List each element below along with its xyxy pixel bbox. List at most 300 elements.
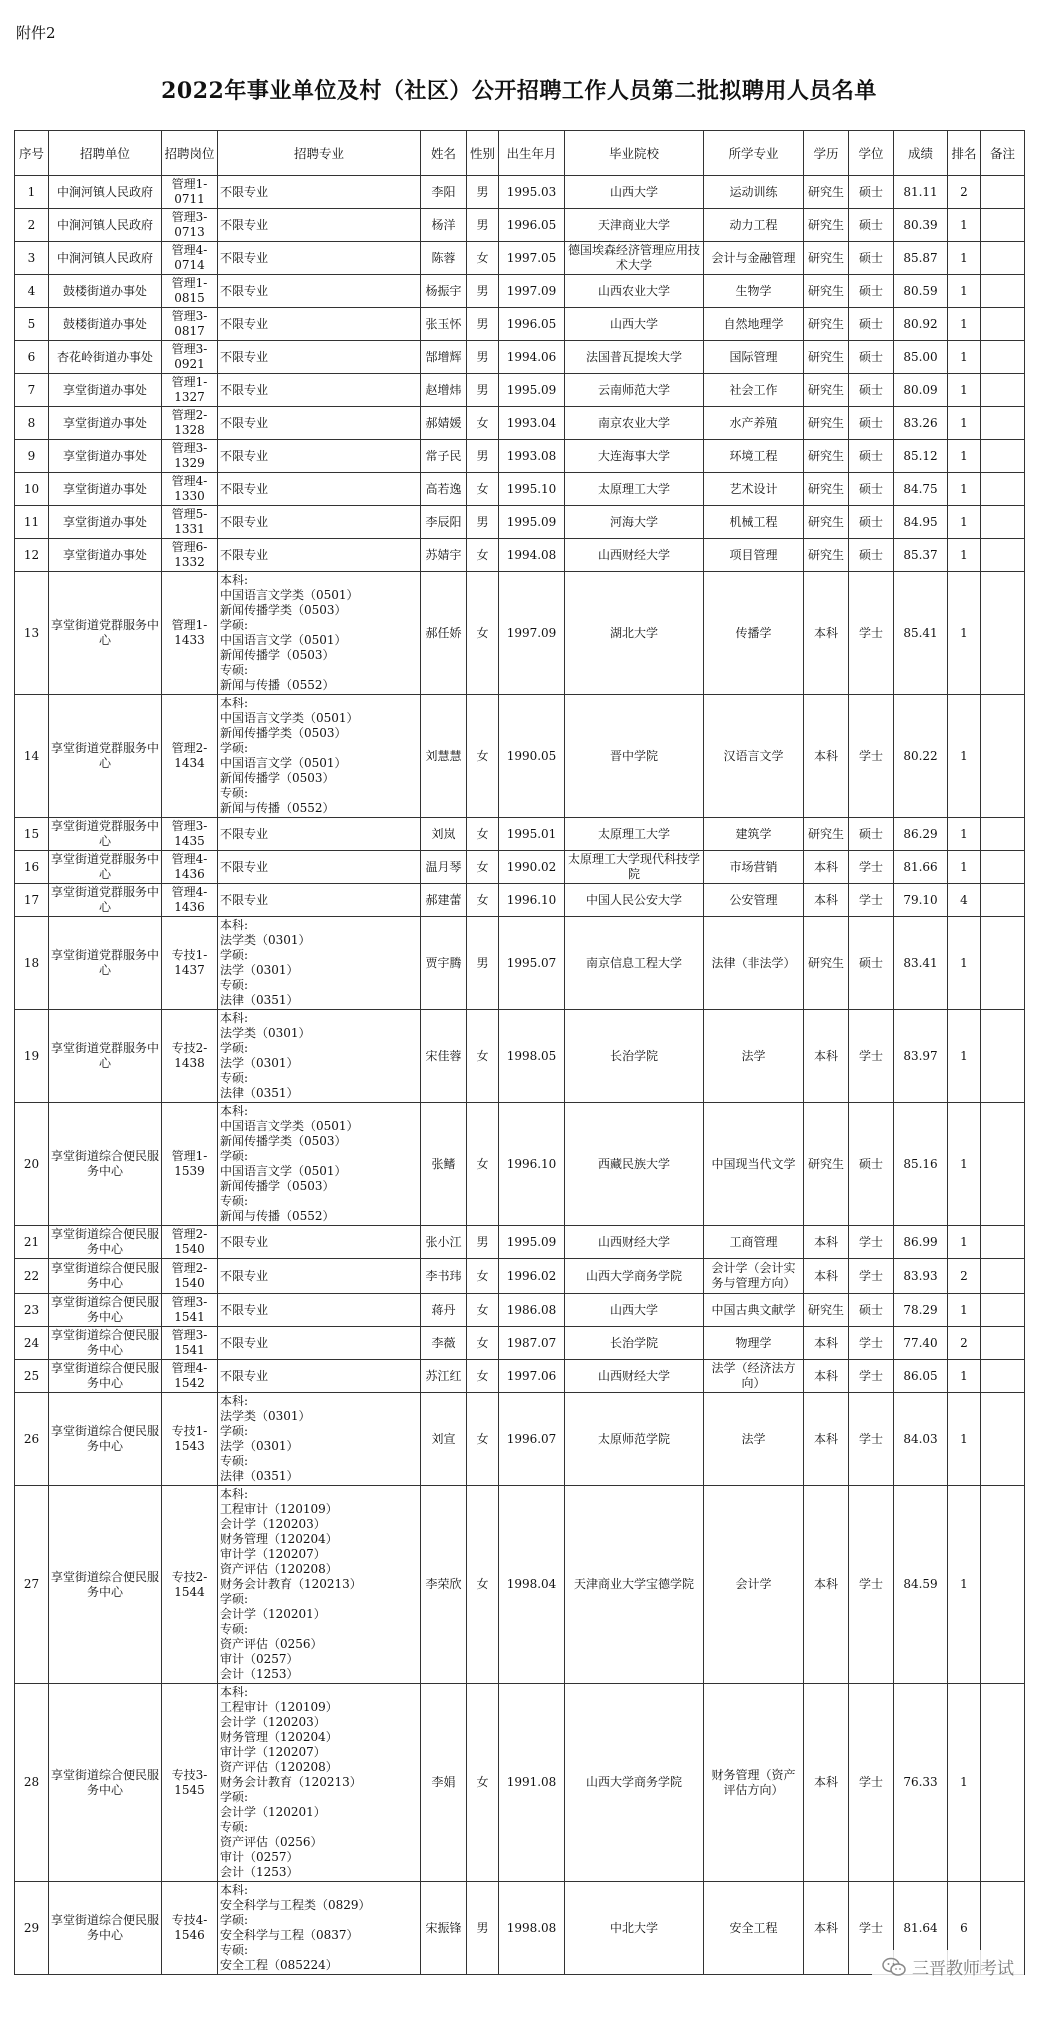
cell-gender: 男	[467, 374, 499, 407]
cell-edu: 本科	[804, 1226, 849, 1259]
major-line: 资产评估（0256）	[220, 1637, 323, 1651]
cell-field: 自然地理学	[704, 308, 804, 341]
table-body	[15, 176, 1025, 1975]
cell-edu: 研究生	[804, 176, 849, 209]
cell-birth: 1995.09	[499, 1226, 565, 1259]
cell-rank: 1	[948, 1360, 981, 1393]
cell-major	[218, 539, 421, 572]
cell-gender: 男	[467, 1226, 499, 1259]
cell-score: 86.05	[894, 1360, 948, 1393]
cell-major	[218, 473, 421, 506]
cell-rank: 1	[948, 407, 981, 440]
cell-school: 山西财经大学	[565, 1360, 704, 1393]
cell-degree: 硕士	[849, 308, 894, 341]
major-line: 学硕:	[220, 948, 249, 962]
cell-post: 管理2-1540	[162, 1226, 218, 1259]
cell-no: 14	[15, 695, 49, 818]
cell-unit: 杏花岭街道办事处	[49, 341, 162, 374]
cell-name: 苏婧宇	[421, 539, 467, 572]
cell-unit: 中涧河镇人民政府	[49, 242, 162, 275]
cell-note	[981, 1393, 1025, 1486]
cell-name: 郜增辉	[421, 341, 467, 374]
cell-rank: 1	[948, 572, 981, 695]
cell-field: 会计与金融管理	[704, 242, 804, 275]
cell-degree: 学士	[849, 1393, 894, 1486]
cell-school: 河海大学	[565, 506, 704, 539]
cell-score: 81.11	[894, 176, 948, 209]
cell-unit: 享堂街道综合便民服务中心	[49, 1103, 162, 1226]
cell-note	[981, 818, 1025, 851]
cell-birth: 1986.08	[499, 1294, 565, 1327]
cell-unit: 享堂街道党群服务中心	[49, 818, 162, 851]
major-line: 安全工程（085224）	[220, 1958, 338, 1972]
cell-edu: 研究生	[804, 341, 849, 374]
cell-gender: 男	[467, 308, 499, 341]
cell-score: 84.59	[894, 1486, 948, 1684]
cell-school: 山西大学	[565, 1294, 704, 1327]
cell-note	[981, 1684, 1025, 1882]
cell-gender: 女	[467, 851, 499, 884]
cell-note	[981, 1226, 1025, 1259]
cell-post: 管理4-0714	[162, 242, 218, 275]
table-row	[15, 176, 1025, 209]
cell-score: 81.66	[894, 851, 948, 884]
cell-school: 中国人民公安大学	[565, 884, 704, 917]
cell-score: 76.33	[894, 1684, 948, 1882]
page-title: 2022年事业单位及村（社区）公开招聘工作人员第二批拟聘用人员名单	[161, 78, 877, 104]
cell-birth: 1997.05	[499, 242, 565, 275]
cell-rank: 1	[948, 1393, 981, 1486]
cell-field: 法学（经济法方向）	[704, 1360, 804, 1393]
cell-no: 6	[15, 341, 49, 374]
cell-rank: 1	[948, 917, 981, 1010]
cell-note	[981, 1259, 1025, 1294]
cell-score: 85.12	[894, 440, 948, 473]
cell-gender: 女	[467, 473, 499, 506]
cell-edu: 本科	[804, 1486, 849, 1684]
cell-post: 管理5-1331	[162, 506, 218, 539]
major-line: 会计学（120201）	[220, 1607, 326, 1621]
cell-score: 86.99	[894, 1226, 948, 1259]
cell-no: 23	[15, 1294, 49, 1327]
cell-major	[218, 1327, 421, 1360]
cell-degree: 学士	[849, 695, 894, 818]
cell-major	[218, 1226, 421, 1259]
cell-name: 杨振宇	[421, 275, 467, 308]
table-header-row	[15, 131, 1025, 176]
cell-post: 管理1-1539	[162, 1103, 218, 1226]
cell-field: 建筑学	[704, 818, 804, 851]
cell-note	[981, 1486, 1025, 1684]
cell-post: 管理3-0713	[162, 209, 218, 242]
major-line: 专硕:	[220, 1454, 249, 1468]
major-line: 中国语言文学（0501）	[220, 756, 347, 770]
cell-field: 动力工程	[704, 209, 804, 242]
cell-score: 85.37	[894, 539, 948, 572]
cell-birth: 1993.08	[499, 440, 565, 473]
cell-school: 南京农业大学	[565, 407, 704, 440]
cell-birth: 1998.08	[499, 1882, 565, 1975]
cell-degree: 硕士	[849, 176, 894, 209]
cell-edu: 本科	[804, 851, 849, 884]
header-major: 招聘专业	[218, 131, 421, 176]
cell-school: 长治学院	[565, 1327, 704, 1360]
cell-name: 李阳	[421, 176, 467, 209]
cell-unit: 享堂街道综合便民服务中心	[49, 1486, 162, 1684]
major-line: 不限专业	[220, 826, 269, 841]
cell-no: 13	[15, 572, 49, 695]
cell-birth: 1995.01	[499, 818, 565, 851]
cell-unit: 享堂街道综合便民服务中心	[49, 1684, 162, 1882]
major-line: 中国语言文学类（0501）	[220, 588, 359, 602]
major-line: 不限专业	[220, 892, 269, 907]
cell-unit: 享堂街道综合便民服务中心	[49, 1393, 162, 1486]
applicant-table	[14, 130, 1025, 1975]
cell-name: 李薇	[421, 1327, 467, 1360]
cell-post: 管理1-0711	[162, 176, 218, 209]
cell-note	[981, 917, 1025, 1010]
cell-name: 刘岚	[421, 818, 467, 851]
cell-post: 管理6-1332	[162, 539, 218, 572]
cell-score: 85.41	[894, 572, 948, 695]
cell-gender: 女	[467, 1360, 499, 1393]
cell-name: 蒋丹	[421, 1294, 467, 1327]
cell-score: 83.41	[894, 917, 948, 1010]
cell-post: 管理3-1541	[162, 1294, 218, 1327]
cell-no: 7	[15, 374, 49, 407]
cell-major	[218, 440, 421, 473]
cell-field: 艺术设计	[704, 473, 804, 506]
cell-degree: 硕士	[849, 440, 894, 473]
cell-unit: 享堂街道综合便民服务中心	[49, 1259, 162, 1294]
cell-post: 管理2-1540	[162, 1259, 218, 1294]
cell-post: 管理2-1434	[162, 695, 218, 818]
cell-rank: 2	[948, 176, 981, 209]
cell-field: 市场营销	[704, 851, 804, 884]
major-line: 专硕:	[220, 1943, 249, 1957]
major-line: 工程审计（120109）	[220, 1502, 338, 1516]
cell-score: 83.97	[894, 1010, 948, 1103]
cell-note	[981, 1103, 1025, 1226]
major-line: 法学类（0301）	[220, 1026, 311, 1040]
table-row	[15, 473, 1025, 506]
major-line: 专硕:	[220, 786, 249, 800]
cell-field: 公安管理	[704, 884, 804, 917]
cell-birth: 1994.08	[499, 539, 565, 572]
cell-no: 25	[15, 1360, 49, 1393]
major-line: 不限专业	[220, 1234, 269, 1249]
major-line: 不限专业	[220, 481, 269, 496]
major-line: 不限专业	[220, 1302, 269, 1317]
major-line: 中国语言文学类（0501）	[220, 711, 359, 725]
cell-field: 法律（非法学）	[704, 917, 804, 1010]
major-line: 安全科学与工程（0837）	[220, 1928, 359, 1942]
cell-post: 专技2-1544	[162, 1486, 218, 1684]
cell-birth: 1991.08	[499, 1684, 565, 1882]
major-line: 学硕:	[220, 1041, 249, 1055]
cell-rank: 1	[948, 818, 981, 851]
cell-no: 16	[15, 851, 49, 884]
cell-birth: 1995.09	[499, 374, 565, 407]
cell-unit: 享堂街道办事处	[49, 473, 162, 506]
cell-major	[218, 884, 421, 917]
cell-post: 专技2-1438	[162, 1010, 218, 1103]
cell-birth: 1987.07	[499, 1327, 565, 1360]
cell-name: 李荣欣	[421, 1486, 467, 1684]
cell-unit: 享堂街道综合便民服务中心	[49, 1327, 162, 1360]
major-line: 法律（0351）	[220, 1469, 299, 1483]
cell-field: 中国古典文献学	[704, 1294, 804, 1327]
cell-note	[981, 884, 1025, 917]
cell-no: 4	[15, 275, 49, 308]
cell-unit: 享堂街道综合便民服务中心	[49, 1882, 162, 1975]
cell-unit: 中涧河镇人民政府	[49, 176, 162, 209]
major-line: 新闻传播学类（0503）	[220, 726, 347, 740]
cell-score: 84.75	[894, 473, 948, 506]
major-line: 法学（0301）	[220, 963, 299, 977]
major-line: 不限专业	[220, 415, 269, 430]
cell-rank: 1	[948, 275, 981, 308]
cell-no: 3	[15, 242, 49, 275]
cell-major	[218, 818, 421, 851]
major-line: 会计学（120203）	[220, 1715, 326, 1729]
cell-school: 湖北大学	[565, 572, 704, 695]
cell-major	[218, 1010, 421, 1103]
cell-gender: 男	[467, 176, 499, 209]
cell-edu: 研究生	[804, 917, 849, 1010]
cell-degree: 硕士	[849, 407, 894, 440]
major-line: 新闻传播学（0503）	[220, 648, 335, 662]
cell-gender: 女	[467, 539, 499, 572]
cell-school: 太原理工大学现代科技学院	[565, 851, 704, 884]
cell-degree: 硕士	[849, 341, 894, 374]
cell-birth: 1997.06	[499, 1360, 565, 1393]
watermark	[872, 1950, 1024, 1983]
cell-name: 郝任娇	[421, 572, 467, 695]
cell-score: 84.95	[894, 506, 948, 539]
table-row	[15, 506, 1025, 539]
major-line: 财务管理（120204）	[220, 1532, 338, 1546]
cell-score: 78.29	[894, 1294, 948, 1327]
cell-note	[981, 1294, 1025, 1327]
cell-degree: 学士	[849, 1327, 894, 1360]
cell-no: 12	[15, 539, 49, 572]
cell-rank: 1	[948, 1226, 981, 1259]
cell-no: 29	[15, 1882, 49, 1975]
cell-school: 太原师范学院	[565, 1393, 704, 1486]
cell-post: 管理1-0815	[162, 275, 218, 308]
header-no: 序号	[15, 131, 49, 176]
major-line: 不限专业	[220, 1335, 269, 1350]
major-line: 财务会计教育（120213）	[220, 1577, 362, 1591]
cell-degree: 硕士	[849, 242, 894, 275]
cell-field: 项目管理	[704, 539, 804, 572]
cell-field: 安全工程	[704, 1882, 804, 1975]
major-line: 本科:	[220, 1394, 249, 1408]
cell-note	[981, 275, 1025, 308]
cell-school: 山西农业大学	[565, 275, 704, 308]
major-line: 学硕:	[220, 618, 249, 632]
major-line: 新闻传播学类（0503）	[220, 1134, 347, 1148]
cell-field: 法学	[704, 1010, 804, 1103]
cell-major	[218, 275, 421, 308]
major-line: 新闻传播学类（0503）	[220, 603, 347, 617]
cell-school: 山西大学	[565, 176, 704, 209]
cell-edu: 研究生	[804, 242, 849, 275]
cell-birth: 1998.04	[499, 1486, 565, 1684]
cell-edu: 研究生	[804, 539, 849, 572]
cell-score: 79.10	[894, 884, 948, 917]
cell-major	[218, 1393, 421, 1486]
cell-note	[981, 209, 1025, 242]
major-line: 不限专业	[220, 382, 269, 397]
cell-school: 法国普瓦提埃大学	[565, 341, 704, 374]
cell-edu: 本科	[804, 1684, 849, 1882]
major-line: 资产评估（120208）	[220, 1562, 338, 1576]
cell-unit: 鼓楼街道办事处	[49, 308, 162, 341]
major-line: 学硕:	[220, 1592, 249, 1606]
cell-note	[981, 695, 1025, 818]
header-note: 备注	[981, 131, 1025, 176]
cell-unit: 享堂街道办事处	[49, 539, 162, 572]
table-row	[15, 572, 1025, 695]
cell-name: 贾宇腾	[421, 917, 467, 1010]
table-row	[15, 695, 1025, 818]
cell-score: 80.09	[894, 374, 948, 407]
cell-major	[218, 209, 421, 242]
major-line: 新闻传播学（0503）	[220, 771, 335, 785]
cell-edu: 研究生	[804, 440, 849, 473]
cell-name: 张鳍	[421, 1103, 467, 1226]
cell-edu: 本科	[804, 1010, 849, 1103]
cell-name: 杨洋	[421, 209, 467, 242]
cell-major	[218, 1259, 421, 1294]
cell-field: 国际管理	[704, 341, 804, 374]
cell-note	[981, 374, 1025, 407]
cell-score: 84.03	[894, 1393, 948, 1486]
cell-post: 管理3-1541	[162, 1327, 218, 1360]
table-row	[15, 341, 1025, 374]
cell-unit: 享堂街道党群服务中心	[49, 1010, 162, 1103]
major-line: 专硕:	[220, 1820, 249, 1834]
major-line: 法学类（0301）	[220, 1409, 311, 1423]
header-name: 姓名	[421, 131, 467, 176]
major-line: 会计（1253）	[220, 1865, 299, 1879]
major-line: 新闻传播学（0503）	[220, 1179, 335, 1193]
major-line: 新闻与传播（0552）	[220, 678, 335, 692]
cell-school: 西藏民族大学	[565, 1103, 704, 1226]
cell-edu: 研究生	[804, 506, 849, 539]
cell-field: 财务管理（资产评估方向）	[704, 1684, 804, 1882]
major-line: 法学（0301）	[220, 1056, 299, 1070]
cell-edu: 本科	[804, 1393, 849, 1486]
cell-no: 5	[15, 308, 49, 341]
header-rank: 排名	[948, 131, 981, 176]
cell-post: 管理3-1329	[162, 440, 218, 473]
cell-score: 80.39	[894, 209, 948, 242]
cell-degree: 学士	[849, 1882, 894, 1975]
major-line: 学硕:	[220, 1913, 249, 1927]
cell-note	[981, 1010, 1025, 1103]
cell-unit: 中涧河镇人民政府	[49, 209, 162, 242]
cell-name: 温月琴	[421, 851, 467, 884]
cell-edu: 研究生	[804, 308, 849, 341]
wechat-icon	[882, 1957, 906, 1977]
cell-birth: 1995.09	[499, 506, 565, 539]
major-line: 专硕:	[220, 663, 249, 677]
cell-post: 管理3-1435	[162, 818, 218, 851]
cell-degree: 学士	[849, 1684, 894, 1882]
major-line: 不限专业	[220, 349, 269, 364]
cell-school: 南京信息工程大学	[565, 917, 704, 1010]
cell-major	[218, 242, 421, 275]
cell-edu: 研究生	[804, 473, 849, 506]
cell-degree: 硕士	[849, 917, 894, 1010]
cell-birth: 1996.10	[499, 1103, 565, 1226]
cell-score: 81.64	[894, 1882, 948, 1975]
cell-birth: 1996.07	[499, 1393, 565, 1486]
cell-major	[218, 1294, 421, 1327]
cell-edu: 研究生	[804, 374, 849, 407]
cell-rank: 1	[948, 1010, 981, 1103]
cell-note	[981, 1327, 1025, 1360]
cell-school: 德国埃森经济管理应用技术大学	[565, 242, 704, 275]
cell-name: 宋振锋	[421, 1882, 467, 1975]
cell-no: 1	[15, 176, 49, 209]
cell-rank: 1	[948, 473, 981, 506]
cell-edu: 研究生	[804, 1294, 849, 1327]
cell-school: 山西大学商务学院	[565, 1259, 704, 1294]
cell-post: 管理4-1330	[162, 473, 218, 506]
major-line: 审计（0257）	[220, 1652, 299, 1666]
cell-unit: 享堂街道党群服务中心	[49, 884, 162, 917]
header-edu: 学历	[804, 131, 849, 176]
header-birth: 出生年月	[499, 131, 565, 176]
cell-edu: 研究生	[804, 407, 849, 440]
cell-score: 85.00	[894, 341, 948, 374]
cell-edu: 本科	[804, 1259, 849, 1294]
cell-gender: 女	[467, 884, 499, 917]
cell-name: 刘宣	[421, 1393, 467, 1486]
cell-unit: 享堂街道综合便民服务中心	[49, 1360, 162, 1393]
header-degree: 学位	[849, 131, 894, 176]
major-line: 中国语言文学类（0501）	[220, 1119, 359, 1133]
cell-unit: 享堂街道党群服务中心	[49, 917, 162, 1010]
cell-post: 管理3-0921	[162, 341, 218, 374]
cell-birth: 1993.04	[499, 407, 565, 440]
cell-field: 运动训练	[704, 176, 804, 209]
cell-name: 李娟	[421, 1684, 467, 1882]
major-line: 本科:	[220, 918, 249, 932]
cell-major	[218, 506, 421, 539]
cell-unit: 享堂街道党群服务中心	[49, 851, 162, 884]
cell-school: 天津商业大学	[565, 209, 704, 242]
cell-school: 太原理工大学	[565, 818, 704, 851]
cell-gender: 女	[467, 695, 499, 818]
cell-name: 郝建蕾	[421, 884, 467, 917]
cell-degree: 学士	[849, 1360, 894, 1393]
cell-no: 22	[15, 1259, 49, 1294]
cell-field: 物理学	[704, 1327, 804, 1360]
cell-note	[981, 440, 1025, 473]
cell-degree: 学士	[849, 1226, 894, 1259]
major-line: 会计学（120203）	[220, 1517, 326, 1531]
cell-gender: 女	[467, 1393, 499, 1486]
major-line: 不限专业	[220, 283, 269, 298]
cell-major	[218, 695, 421, 818]
cell-rank: 1	[948, 1486, 981, 1684]
cell-birth: 1996.10	[499, 884, 565, 917]
